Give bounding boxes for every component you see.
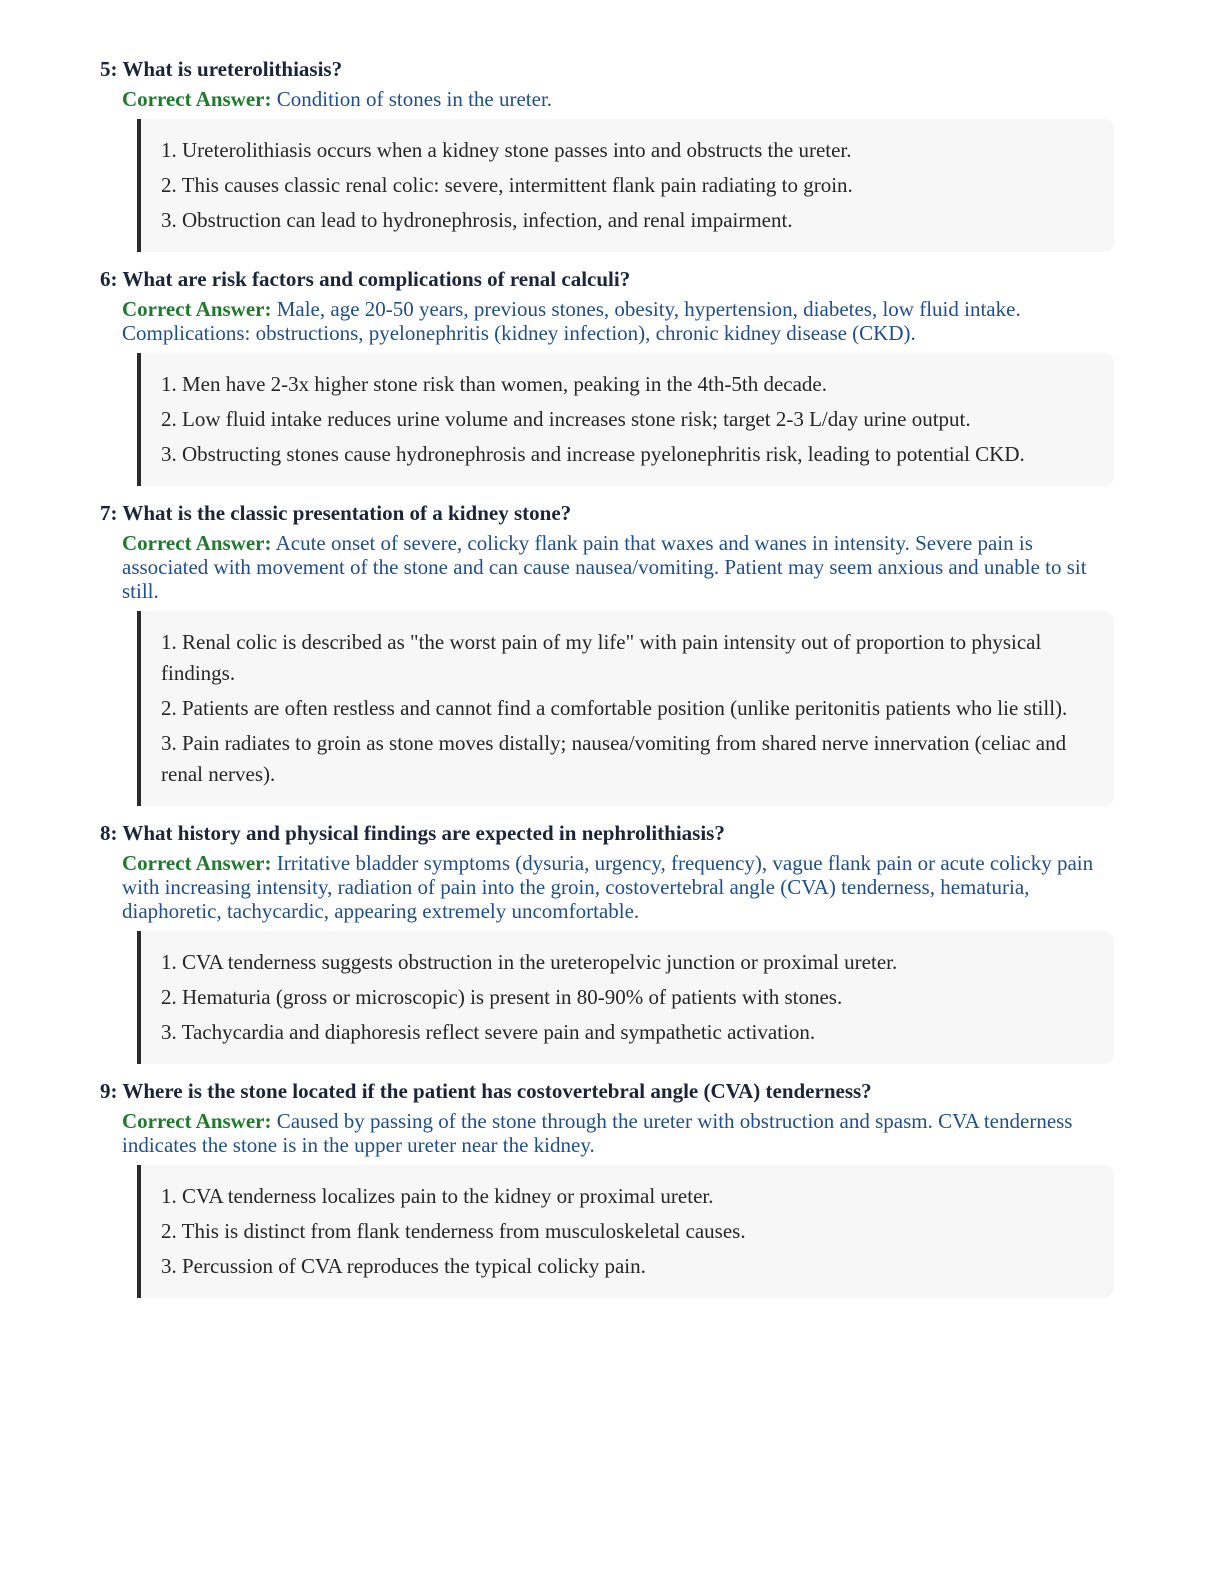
explanation-box bbox=[137, 353, 1114, 486]
correct-answer-text: Acute onset of severe, colicky flank pain that waxes and wanes in intensity. Severe pain is associated with movement of the stone and can cause nausea/vomiting. Patient may seem anxious and unable to sit still. bbox=[122, 531, 1087, 603]
question-block bbox=[100, 500, 1114, 806]
question-title: 7: What is the classic presentation of a kidney stone? bbox=[100, 501, 572, 525]
explanation-item: 1. Men have 2-3x higher stone risk than women, peaking in the 4th-5th decade. bbox=[161, 372, 827, 396]
explanation-box bbox=[137, 1165, 1114, 1298]
explanation-item: 3. Tachycardia and diaphoresis reflect severe pain and sympathetic activation. bbox=[161, 1020, 816, 1044]
correct-answer-label: Correct Answer: bbox=[122, 1109, 272, 1133]
explanation-item: 3. Obstruction can lead to hydronephrosis, infection, and renal impairment. bbox=[161, 208, 793, 232]
question-block bbox=[100, 820, 1114, 1064]
explanation-box bbox=[137, 611, 1114, 806]
question-title: 8: What history and physical findings are expected in nephrolithiasis? bbox=[100, 821, 725, 845]
document-page bbox=[100, 56, 1114, 1312]
explanation-item: 3. Percussion of CVA reproduces the typical colicky pain. bbox=[161, 1254, 646, 1278]
explanation-item: 2. Low fluid intake reduces urine volume and increases stone risk; target 2-3 L/day urine output. bbox=[161, 407, 971, 431]
correct-answer bbox=[122, 297, 1114, 345]
explanation-item: 1. Renal colic is described as "the worst pain of my life" with pain intensity out of proportion to physical findings. bbox=[161, 630, 1042, 685]
question-title: 6: What are risk factors and complications of renal calculi? bbox=[100, 267, 631, 291]
correct-answer-text: Condition of stones in the ureter. bbox=[276, 87, 553, 111]
question-title: 5: What is ureterolithiasis? bbox=[100, 57, 343, 81]
explanation-item: 3. Pain radiates to groin as stone moves distally; nausea/vomiting from shared nerve innervation (celiac and renal nerves). bbox=[161, 731, 1067, 786]
question-title: 9: Where is the stone located if the patient has costovertebral angle (CVA) tenderness? bbox=[100, 1079, 872, 1103]
correct-answer-label: Correct Answer: bbox=[122, 531, 272, 555]
correct-answer-text: Caused by passing of the stone through the ureter with obstruction and spasm. CVA tenderness indicates the stone is in the upper ureter near the kidney. bbox=[122, 1109, 1073, 1157]
correct-answer-text: Irritative bladder symptoms (dysuria, urgency, frequency), vague flank pain or acute colicky pain with increasing intensity, radiation of pain into the groin, costovertebral angle (CVA) tenderness, hematuria, diaphoretic, tachycardic, appearing extremely uncomfortable. bbox=[122, 851, 1094, 923]
question-block bbox=[100, 266, 1114, 486]
correct-answer bbox=[122, 851, 1114, 923]
correct-answer-text: Male, age 20-50 years, previous stones, obesity, hypertension, diabetes, low fluid intake. Complications: obstructions, pyelonephritis (kidney infection), chronic kidney disease (CKD). bbox=[122, 297, 1021, 345]
correct-answer bbox=[122, 531, 1114, 603]
explanation-item: 1. CVA tenderness localizes pain to the kidney or proximal ureter. bbox=[161, 1184, 714, 1208]
explanation-item: 1. CVA tenderness suggests obstruction in the ureteropelvic junction or proximal ureter. bbox=[161, 950, 898, 974]
explanation-item: 2. Hematuria (gross or microscopic) is present in 80-90% of patients with stones. bbox=[161, 985, 843, 1009]
correct-answer bbox=[122, 1109, 1114, 1157]
explanation-item: 2. This is distinct from flank tenderness from musculoskeletal causes. bbox=[161, 1219, 746, 1243]
correct-answer-label: Correct Answer: bbox=[122, 87, 272, 111]
correct-answer bbox=[122, 87, 1114, 111]
explanation-item: 2. This causes classic renal colic: severe, intermittent flank pain radiating to groin. bbox=[161, 173, 853, 197]
explanation-item: 2. Patients are often restless and cannot find a comfortable position (unlike peritonitis patients who lie still). bbox=[161, 696, 1068, 720]
explanation-box bbox=[137, 119, 1114, 252]
correct-answer-label: Correct Answer: bbox=[122, 851, 272, 875]
explanation-item: 1. Ureterolithiasis occurs when a kidney stone passes into and obstructs the ureter. bbox=[161, 138, 852, 162]
question-block bbox=[100, 1078, 1114, 1298]
explanation-box bbox=[137, 931, 1114, 1064]
correct-answer-label: Correct Answer: bbox=[122, 297, 272, 321]
question-block bbox=[100, 56, 1114, 252]
explanation-item: 3. Obstructing stones cause hydronephrosis and increase pyelonephritis risk, leading to potential CKD. bbox=[161, 442, 1025, 466]
